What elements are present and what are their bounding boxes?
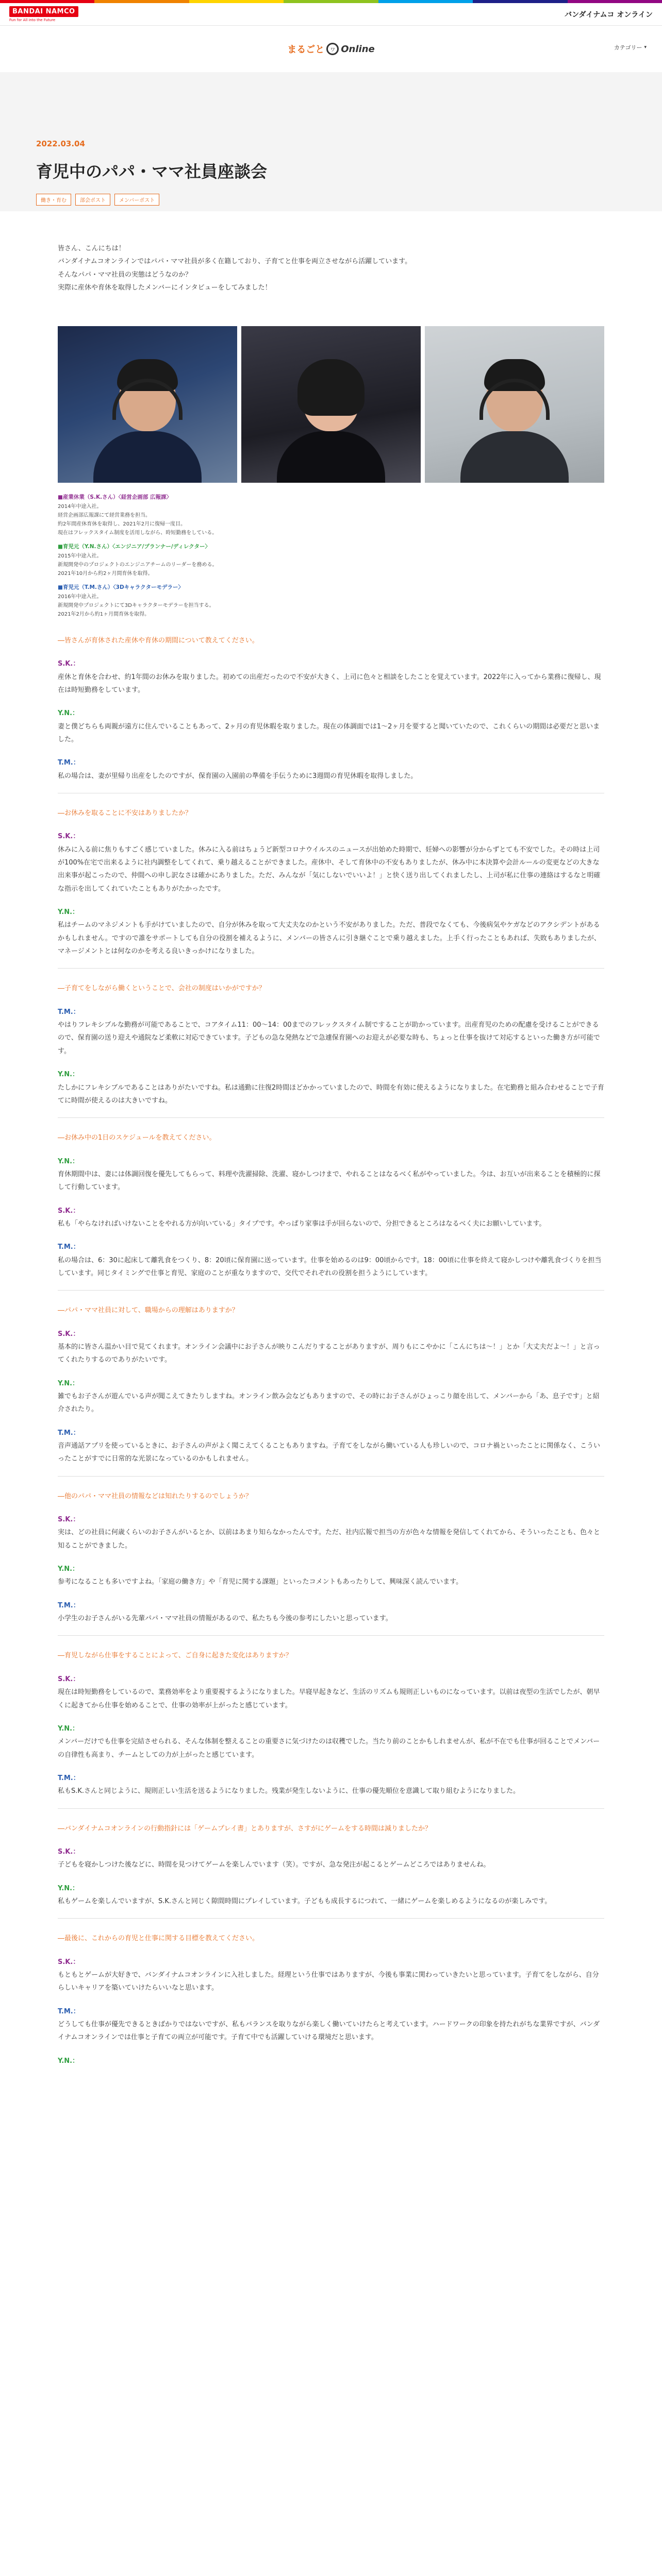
- answer-text: 私の場合は、妻が里帰り出産をしたのですが、保育園の入園前の準備を手伝うために3週間の育児休暇を取得しました。: [58, 772, 418, 780]
- article-hero: [0, 72, 662, 211]
- brand-color-stripe: [0, 0, 662, 3]
- section-divider: [58, 1476, 604, 1477]
- speaker-label: T.M.：: [58, 1774, 80, 1782]
- interview-question: ―お休みを取ることに不安はありましたか？: [58, 809, 192, 817]
- article-tags: [36, 194, 662, 206]
- interview-answer: [58, 1722, 604, 1761]
- speaker-label: S.K.：: [58, 833, 80, 841]
- section-divider: [58, 1808, 604, 1809]
- interview-question: ―パパ・ママ社員に対して、職場からの理解はありますか？: [58, 1307, 239, 1315]
- interview-photo-tm: [425, 326, 604, 483]
- member-profile-name: ■育児元（Y.N.さん）〈エンジニア/プランナー/ディレクター〉: [58, 544, 210, 550]
- answer-text: もともとゲームが大好きで、バンダイナムコオンラインに入社しました。経理という仕事ではありますが、今後も事業に関わっていきたいと思っています。子育てをしながら、自分らしいキャリアを築いていけたらいいなと思います。: [58, 1971, 599, 1992]
- answer-text: やはりフレキシブルな勤務が可能であることで、コアタイム11：00～14：00までのフレックスタイム制ですることが助かっています。出産育児のための配慮を受けることができるので、保育園の送り迎えや通院など柔軟に対応できています。子どもの急な発熱などで急遽保育園へのお迎えが必要な時も、ちょっと仕事を抜けて対応するといった働き方が可能です。: [58, 1021, 600, 1055]
- speaker-label: S.K.：: [58, 1330, 80, 1338]
- speaker-label: T.M.：: [58, 1243, 80, 1251]
- interview-answer: [58, 1377, 604, 1416]
- answer-text: 小学生のお子さんがいる先輩パパ・ママ社員の情報があるので、私たちも今後の参考にしたいと思っています。: [58, 1615, 392, 1623]
- member-profile-line: 現在はフレックスタイム制度を活用しながら、時短勤務をしている。: [58, 530, 218, 536]
- answer-text: 基本的に皆さん温かい目で見てくれます。オンライン会議中にお子さんが映りこんだりすることがありますが、周りもにこやかに「こんにちは～！」とか「大丈夫だよ～！」と言ってくれたりするのでありがたいです。: [58, 1343, 600, 1364]
- speaker-label: Y.N.：: [58, 709, 79, 718]
- answer-text: 産休と育休を合わせ、約1年間のお休みを取りました。初めての出産だったので不安が大きく、上司に色々と相談をしたことを覚えています。2022年に入ってから業務に復帰し、現在は時短勤務をしています。: [58, 673, 601, 694]
- interview-answer: [58, 1068, 604, 1107]
- interview-question: ―皆さんが育休された産休や育休の期間について教えてください。: [58, 636, 259, 645]
- interview-answer: [58, 2055, 604, 2067]
- bandai-namco-logo[interactable]: [9, 6, 78, 22]
- answer-text: 私もゲームを楽しんでいますが、S.K.さんと同じく隙間時間にプレイしています。子どもも成長するにつれて、一緒にゲームを楽しめるようになるのが楽しみです。: [58, 1897, 552, 1905]
- section-divider: [58, 1290, 604, 1291]
- answer-text: 参考になることも多いですよね。「家庭の働き方」や「育児に関する課題」といったコメントもあったりして、興味深く読んでいます。: [58, 1578, 463, 1586]
- stripe-segment: [94, 0, 189, 3]
- interview-question: ―他のパパ・ママ社員の情報などは知れたりするのでしょうか？: [58, 1492, 253, 1500]
- article-title: 育児中のパパ・ママ社員座談会: [36, 162, 268, 181]
- answer-text: 私はチームのマネジメントも手がけていましたので、自分が休みを取って大丈夫なのかという不安がありました。ただ、普段でなくても、今後病気やケガなどのアクシデントがあるかもしれません。ですので誰をサポートしても自分の役割を補えるように、メンバーの皆さんに引き継ぐことで乗り越えました。上手く行ったこともあれば、失敗もありましたが、マネージメントとは何なのかを考える良いきっかけになりました。: [58, 921, 601, 956]
- site-logo-left: まるごと: [287, 44, 325, 55]
- interview-answer: [58, 1956, 604, 1995]
- intro-line: そんなパパ・ママ社員の実態はどうなのか？: [58, 270, 192, 279]
- tag-link[interactable]: 働き・育む: [36, 194, 71, 206]
- section-divider: [58, 968, 604, 969]
- member-profile: [58, 543, 604, 578]
- article-intro: [58, 242, 604, 294]
- speaker-label: Y.N.：: [58, 908, 79, 917]
- interview-photos: [58, 326, 604, 483]
- speaker-label: T.M.：: [58, 759, 80, 767]
- interview-answer: [58, 1513, 604, 1552]
- member-profile: [58, 583, 604, 619]
- category-label: カテゴリー: [614, 44, 642, 51]
- intro-line: 皆さん、こんにちは！: [58, 245, 125, 252]
- interview-answer: [58, 1241, 604, 1280]
- interview-question: ―子育てをしながら働くということで、会社の制度はいかがですか？: [58, 985, 266, 993]
- answer-text: 私も「やらなければいけないことをやれる方が向いている」タイプです。やっぱり家事は手が回らないので、分担できるところはなるべく夫にお願いしています。: [58, 1219, 546, 1228]
- interview-answer: [58, 906, 604, 958]
- member-profile-line: 新規開発中プロジェクトにて3Dキャラクターモデラーを担当する。: [58, 602, 214, 608]
- interview-photo-yn: [241, 326, 421, 483]
- interview-answer: [58, 1772, 604, 1798]
- interview-answer: [58, 1882, 604, 1908]
- speaker-label: T.M.：: [58, 2007, 80, 2015]
- interview-answer: [58, 657, 604, 697]
- intro-line: 実際に産休や育休を取得したメンバーにインタビューをしてみました！: [58, 284, 272, 292]
- chevron-down-icon: ▾: [644, 45, 647, 50]
- answer-text: 音声通話アプリを使っているときに、お子さんの声がよく聞こえてくることもありますね。子育てをしながら働いている人も珍しいので、コロナ禍といったことに関係なく、こういったことがすでに日常的な光景になっているのかもしれません。: [58, 1442, 600, 1463]
- interview-question: ―育児しながら仕事をすることによって、ご自身に起きた変化はありますか？: [58, 1652, 292, 1660]
- interview-answer: [58, 2005, 604, 2044]
- brand-logo-mark: BANDAI NAMCO: [9, 6, 78, 17]
- answer-text: メンバーだけでも仕事を完結させられる、そんな体制を整えることの重要さに気づけたのは収穫でした。当たり前のことかもしれませんが、私が不在でも仕事が回ることでメンバーの自律性も高まり、チームとしての力が上がったと感じています。: [58, 1738, 600, 1759]
- site-logo[interactable]: [287, 42, 374, 56]
- category-menu-button[interactable]: [614, 43, 647, 52]
- answer-text: 雑でもお子さんが遊んでいる声が聞こえてきたりしますね。オンライン飲み会などもありますので、その時にお子さんがひょっこり顔を出して、メンバーから「あ、息子です」と紹介されたり。: [58, 1393, 600, 1414]
- interview-answer: [58, 1427, 604, 1466]
- answer-text: 私もS.K.さんと同じように、規則正しい生活を送るようになりました。残業が発生しないように、仕事の優先順位を意識して取り組むようになりました。: [58, 1787, 520, 1795]
- interview-answer: [58, 1563, 604, 1589]
- interview-answer: [58, 1155, 604, 1194]
- speaker-label: T.M.：: [58, 1429, 80, 1437]
- speaker-label: Y.N.：: [58, 1379, 79, 1387]
- speaker-label: S.K.：: [58, 1207, 80, 1215]
- stripe-segment: [568, 0, 662, 3]
- speaker-label: Y.N.：: [58, 1884, 79, 1892]
- article-body: [58, 211, 604, 2067]
- site-logo-right: Online: [341, 43, 375, 55]
- interview-question: ―最後に、これからの育児と仕事に関する目標を教えてください。: [58, 1935, 259, 1943]
- section-divider: [58, 1117, 604, 1118]
- interview-answer: [58, 756, 604, 783]
- speaker-label: T.M.：: [58, 1008, 80, 1016]
- interview-question: ―お休み中の1日のスケジュールを教えてください。: [58, 1134, 216, 1142]
- answer-text: 休みに入る前に焦りもすごく感じていました。休みに入る前はちょうど新型コロナウイルスのニュースが出始めた時期で、妊婦への影響が分からずとても不安でした。その時は上司が100%在宅で出来るように社内調整をしてくれて、乗り越えることができました。産休中、そして育休中の不安もありましたが、休み中に本決算や会計ルールの変更などの大きな出来事が起こったので、仲間への申し訳なさは確かにありました。ただ、みんなが「気にしないでいいよ！」と快く送り出してくれましたし、上司が私に仕事の連絡はするなと明確な指示を出してくれていたこともありがたかったです。: [58, 845, 601, 893]
- stripe-segment: [284, 0, 378, 3]
- stripe-segment: [473, 0, 567, 3]
- member-profile-line: 2014年中途入社。: [58, 504, 102, 510]
- member-profile-name: ■産業休業（S.K.さん）〈経営企画部 広報課〉: [58, 494, 172, 501]
- speaker-label: Y.N.：: [58, 1157, 79, 1165]
- answer-text: 妻と僕どちらも両親が遠方に住んでいることもあって、2ヶ月の育児休暇を取りました。現在の体調面では1～2ヶ月を要すると聞いていたので、これくらいの期間は必要だと思いました。: [58, 722, 600, 743]
- speaker-label: S.K.：: [58, 1848, 80, 1856]
- answer-text: 子どもを寝かしつけた後などに、時間を見つけてゲームを楽しんでいます（笑）。ですが、急な発注が起こるとゲームどころではありませんね。: [58, 1861, 490, 1869]
- answer-text: どうしても仕事が優先できるときばかりではないですが、私もバランスを取りながら楽しく働いていけたらと考えています。ハードワークの印象を持たれがちな業界ですが、バンダイナムコオンラインでは仕事と子育ての両立が可能です。子育て中でも活躍していける環境だと思います。: [58, 2021, 600, 2042]
- interview-answer: [58, 1328, 604, 1367]
- section-divider: [58, 1918, 604, 1919]
- interview-answer: [58, 830, 604, 895]
- member-profiles: [58, 493, 604, 619]
- stripe-segment: [0, 0, 94, 3]
- interview-answer: [58, 1205, 604, 1231]
- member-profile-line: 新規開発中のプロジェクトのエンジニアチームのリーダーを務める。: [58, 562, 218, 568]
- intro-line: バンダイナムコオンラインではパパ・ママ社員が多く在籍しており、子育てと仕事を両立させながら活躍しています。: [58, 258, 412, 266]
- speaker-label: Y.N.：: [58, 2057, 79, 2065]
- corporate-header: [0, 3, 662, 26]
- speaker-label: Y.N.：: [58, 1724, 79, 1733]
- speaker-label: S.K.：: [58, 1516, 80, 1524]
- answer-text: 私の場合は、6：30に起床して離乳食をつくり、8：20頃に保育園に送っています。仕事を始めるのは9：00頃からです。18：00頃に仕事を終えて寝かしつけや離乳食づくりを担当しています。同じタイミングで仕事と育児、家庭のことが重なりますので、交代でそれぞれの役割を担うようにしています。: [58, 1256, 602, 1277]
- answer-text: たしかにフレキシブルであることはありがたいですね。私は通勤に往復2時間ほどかかっていましたので、時間を有効に使えるようになりました。在宅勤務と組み合わせることで子育てに時間が使えるのは大きいですね。: [58, 1083, 604, 1105]
- answer-text: 実は、どの社員に何歳くらいのお子さんがいるとか、以前はあまり知らなかったんです。ただ、社内広報で担当の方が色々な情報を発信してくれてから、そういったことも、色々と知ることができました。: [58, 1529, 600, 1550]
- speaker-label: Y.N.：: [58, 1071, 79, 1079]
- member-profile: [58, 493, 604, 537]
- speaker-label: S.K.：: [58, 1958, 80, 1966]
- interview-answer: [58, 707, 604, 746]
- interview-answer: [58, 1673, 604, 1712]
- interview-photo-sk: [58, 326, 237, 483]
- answer-text: 現在は時短勤務をしているので、業務効率をより重要視するようになりました。早寝早起きなど、生活のリズムも規則正しいものになっています。以前は夜型の生活でしたが、朝早くに起きてから仕事を始めることで、仕事の効率が上がったと感じています。: [58, 1688, 600, 1709]
- tag-link[interactable]: メンバーポスト: [114, 194, 159, 206]
- member-profile-line: 2015年中途入社。: [58, 553, 102, 560]
- member-profile-line: 約2年間産休育休を取得し、2021年2月に復帰一度目。: [58, 521, 186, 528]
- stripe-segment: [189, 0, 284, 3]
- member-profile-line: 2021年2月から約1ヶ月間育休を取得。: [58, 611, 150, 617]
- member-profile-line: 経営企画部広報課にて経営業務を担当。: [58, 513, 151, 519]
- speaker-label: S.K.：: [58, 660, 80, 668]
- tag-link[interactable]: 部会ポスト: [75, 194, 110, 206]
- site-logo-ring: ワ: [326, 43, 339, 55]
- site-header: [0, 26, 662, 72]
- interview-answer: [58, 1006, 604, 1058]
- article-date: 2022.03.04: [36, 139, 85, 148]
- member-profile-line: 2021年10月から約2ヶ月間育休を取得。: [58, 571, 153, 577]
- interview-answer: [58, 1845, 604, 1872]
- stripe-segment: [378, 0, 473, 3]
- section-divider: [58, 1635, 604, 1636]
- member-profile-line: 2016年中途入社。: [58, 594, 102, 600]
- speaker-label: Y.N.：: [58, 1565, 79, 1573]
- speaker-label: T.M.：: [58, 1601, 80, 1609]
- speaker-label: S.K.：: [58, 1675, 80, 1683]
- member-profile-name: ■育児元（T.M.さん）〈3Dキャラクターモデラー〉: [58, 584, 184, 591]
- interview-question: ―バンダイナムコオンラインの行動指針には「ゲームプレイ書」とありますが、さすがにゲームをする時間は減りましたか？: [58, 1824, 432, 1833]
- corporate-name[interactable]: バンダイナムコ オンライン: [565, 10, 653, 19]
- brand-tagline: Fun for All into the Future: [9, 18, 56, 22]
- answer-text: 育休期間中は、妻には体調回復を優先してもらって、料理や洗濯掃除、洗濯、寝かしつけまで、やれることはなるべく私がやっていました。今は、お互いが出来ることを積極的に探して行動しています。: [58, 1170, 601, 1192]
- qa-section: [58, 634, 604, 2067]
- interview-answer: [58, 1599, 604, 1625]
